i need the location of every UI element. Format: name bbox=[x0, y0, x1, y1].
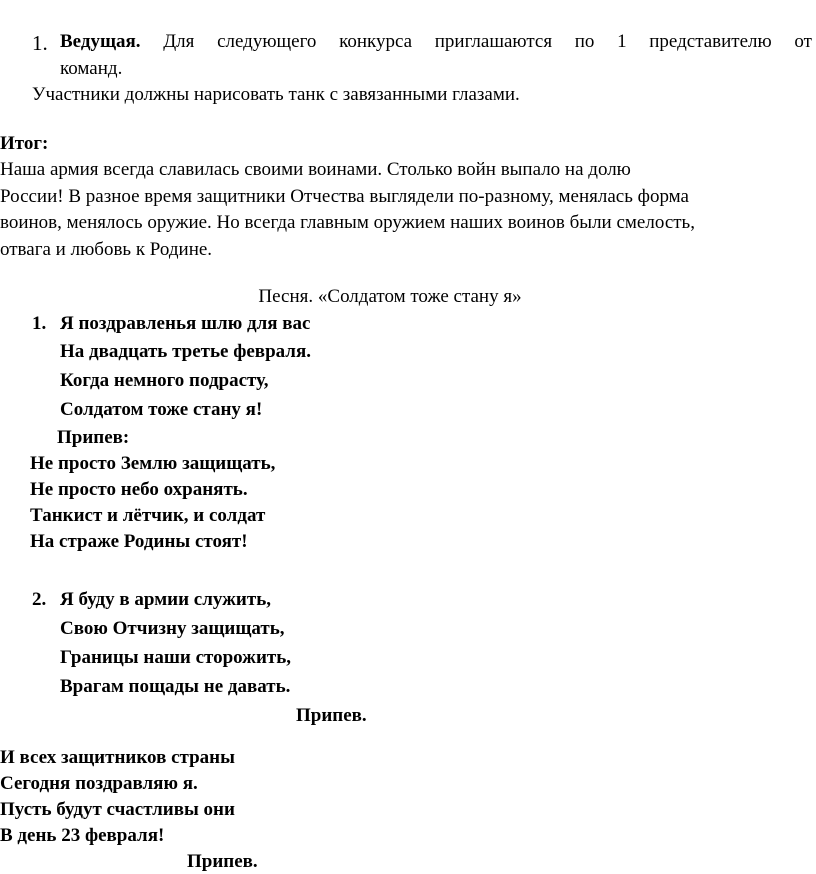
list-number: 1. bbox=[32, 31, 48, 55]
verse-number: 2. bbox=[32, 589, 47, 610]
summary-heading: Итог: bbox=[0, 133, 49, 154]
paragraph-line: Наша армия всегда славилась своими воинами. Столько войн выпало на долю bbox=[0, 159, 631, 180]
paragraph-line: России! В разное время защитники Отчества выглядели по-разному, менялась форма bbox=[0, 185, 689, 207]
chorus-line: Танкист и лётчик, и солдат bbox=[30, 505, 266, 526]
word: Для bbox=[163, 31, 195, 52]
word: конкурса bbox=[339, 31, 413, 52]
verse-line: И всех защитников страны bbox=[0, 747, 235, 768]
verse-line: Я поздравленья шлю для вас bbox=[60, 313, 311, 334]
verse-line: Солдатом тоже стану я! bbox=[60, 399, 263, 420]
chorus-line: Не просто небо охранять. bbox=[30, 479, 248, 500]
verse-line: Границы наши сторожить, bbox=[60, 647, 292, 668]
item1-first-line bbox=[60, 31, 812, 53]
participants-instruction: Участники должны нарисовать танк с завязанными глазами. bbox=[32, 84, 520, 105]
presenter-label: Ведущая. bbox=[60, 31, 141, 52]
chorus-label: Припев: bbox=[57, 427, 130, 448]
verse-line: Сегодня поздравляю я. bbox=[0, 773, 198, 794]
verse-line: Врагам пощады не давать. bbox=[60, 676, 291, 697]
word: по bbox=[574, 31, 595, 52]
item1-second-line: команд. bbox=[60, 58, 123, 79]
paragraph-line: отвага и любовь к Родине. bbox=[0, 238, 213, 260]
verse-line: Свою Отчизну защищать, bbox=[60, 618, 285, 639]
summary-paragraph bbox=[0, 157, 816, 263]
word: 1 bbox=[617, 31, 627, 52]
word: приглашаются bbox=[434, 31, 553, 52]
chorus-reference: Припев. bbox=[296, 705, 367, 726]
word: представителю bbox=[649, 31, 772, 52]
chorus-line: Не просто Землю защищать, bbox=[30, 453, 276, 474]
song-title: Песня. «Солдатом тоже стану я» bbox=[258, 286, 522, 307]
paragraph-line: воинов, менялось оружие. Но всегда главным оружием наших воинов были смелость, bbox=[0, 212, 695, 233]
verse-line: На двадцать третье февраля. bbox=[60, 341, 311, 362]
verse-line: В день 23 февраля! bbox=[0, 825, 165, 846]
word: следующего bbox=[217, 31, 317, 52]
verse-line: Пусть будут счастливы они bbox=[0, 799, 235, 820]
chorus-reference: Припев. bbox=[187, 851, 258, 872]
verse-line: Когда немного подрасту, bbox=[60, 370, 269, 391]
verse-number: 1. bbox=[32, 313, 47, 334]
verse-line: Я буду в армии служить, bbox=[60, 589, 271, 610]
word: от bbox=[794, 31, 812, 52]
chorus-line: На страже Родины стоят! bbox=[30, 531, 248, 552]
